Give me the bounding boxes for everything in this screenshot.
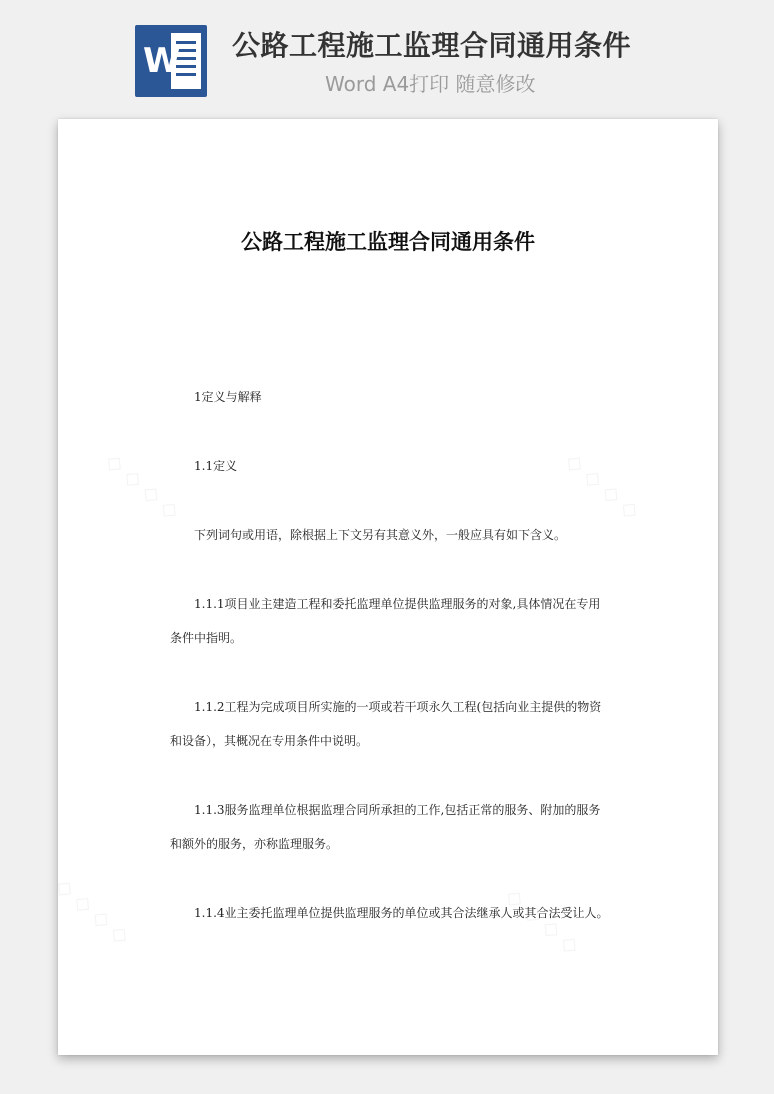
section-heading: 1定义与解释 [194,390,262,404]
word-logo-letter: W [143,41,181,81]
document-title: 公路工程施工监理合同通用条件 [241,230,535,254]
paragraph: 1.1.3服务监理单位根据监理合同所承担的工作,包括正常的服务、附加的服务 [194,803,601,817]
watermark [500,883,584,959]
paragraph: 下列词句或用语，除根据上下文另有其意义外，一般应具有如下含义。 [194,528,567,542]
paragraph-continuation: 和额外的服务，亦称监理服务。 [170,837,339,851]
document-page [58,119,718,1055]
paragraph: 1.1.1项目业主建造工程和委托监理单位提供监理服务的对象,具体情况在专用 [194,597,601,611]
paragraph-continuation: 条件中指明。 [170,631,243,645]
watermark [58,873,134,949]
banner-subtitle: Word A4打印 随意修改 [325,72,536,96]
word-icon [135,25,207,97]
paragraph: 1.1.4业主委托监理单位提供监理服务的单位或其合法继承人或其合法受让人。 [194,906,609,920]
paragraph: 1.1.2工程为完成项目所实施的一项或若干项永久工程(包括向业主提供的物资 [194,700,602,714]
banner [0,0,774,112]
subsection-heading: 1.1定义 [194,459,238,473]
watermark [100,448,184,524]
watermark [560,448,644,524]
paragraph-continuation: 和设备），其概况在专用条件中说明。 [170,734,369,748]
banner-title: 公路工程施工监理合同通用条件 [232,29,632,62]
